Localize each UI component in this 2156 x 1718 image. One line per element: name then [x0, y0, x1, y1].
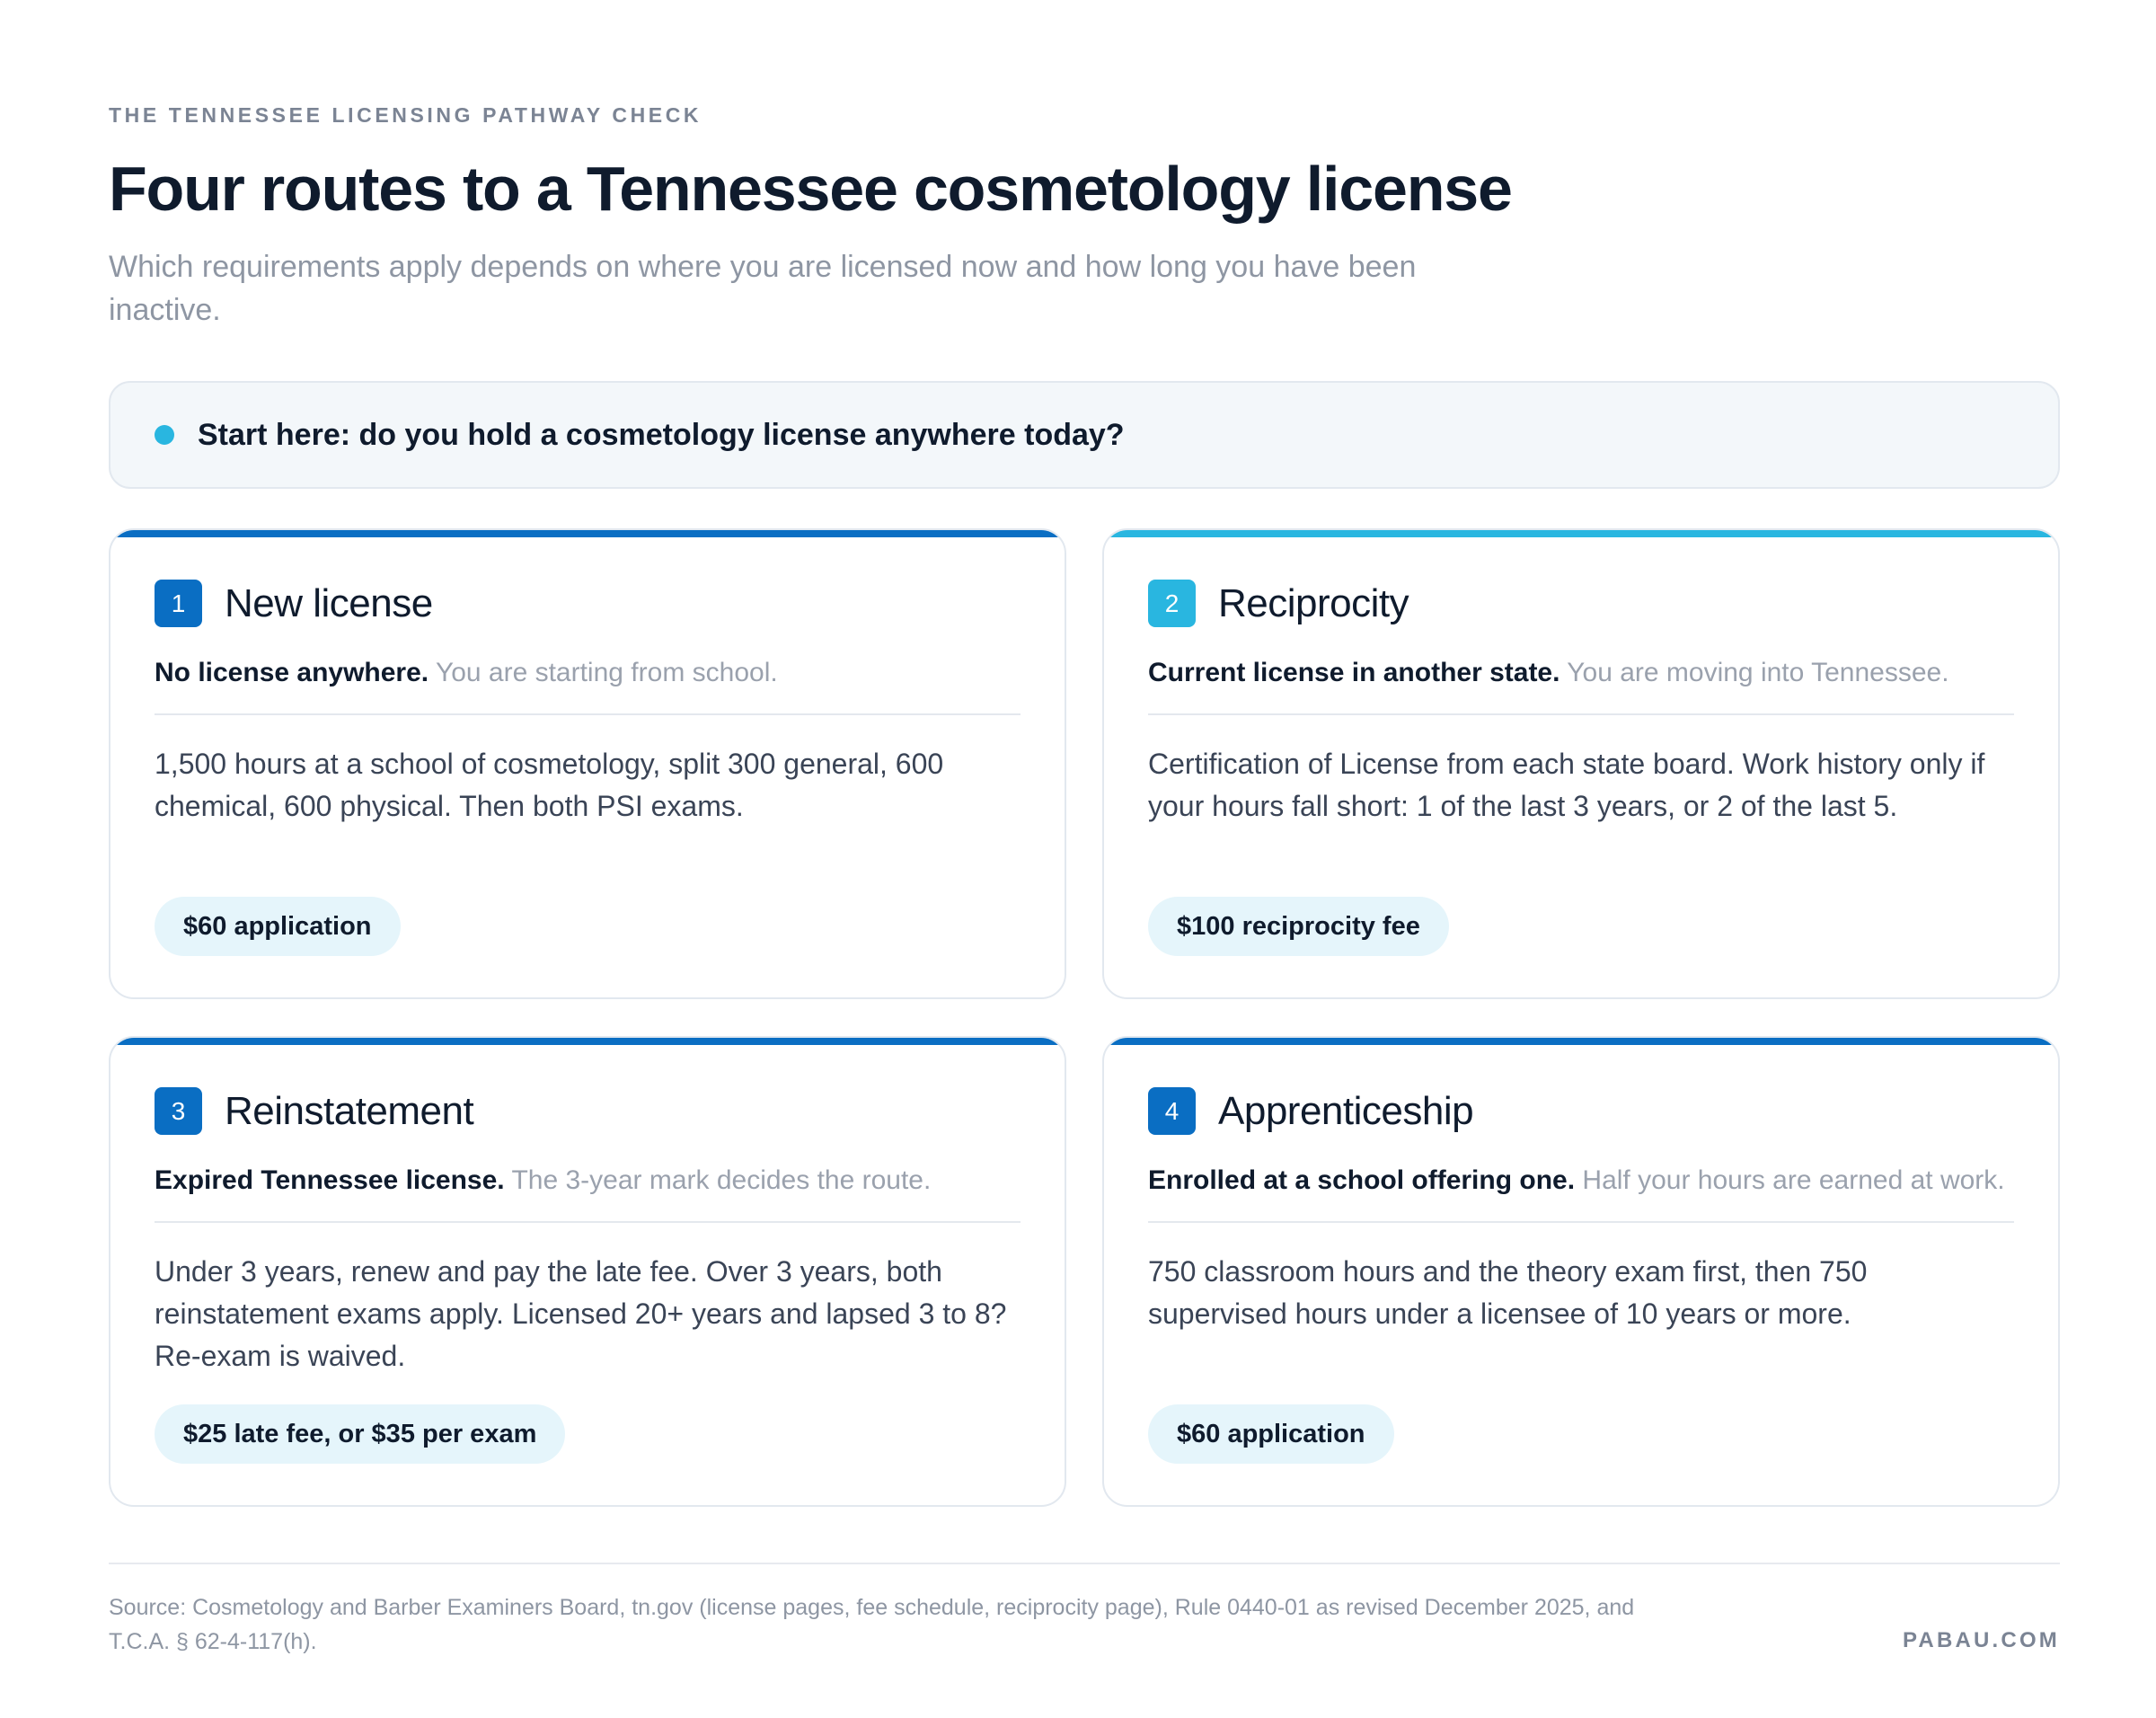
start-question-box — [109, 381, 2060, 489]
route-requirements: 750 classroom hours and the theory exam first, then 750 supervised hours under a licensee of 10 years or more. — [1148, 1255, 1868, 1330]
route-title: Reinstatement — [225, 1088, 474, 1133]
eligibility-condition: No license anywhere. — [155, 658, 429, 687]
source-note: Source: Cosmetology and Barber Examiners Board, tn.gov (license pages, fee schedule, reciprocity page), Rule 0440-01 as revised December 2025, and T.C.A. § 62-4-117(h). — [109, 1595, 1635, 1654]
route-eligibility — [1148, 1163, 2014, 1199]
eligibility-note: You are moving into Tennessee. — [1567, 658, 1949, 687]
route-title: Reciprocity — [1218, 580, 1409, 625]
fee-badge: $60 application — [1148, 1404, 1394, 1464]
bullet-dot-icon — [155, 425, 174, 445]
footer-divider — [109, 1563, 2060, 1564]
fee-badge: $60 application — [155, 897, 401, 956]
route-card-reinstatement — [109, 1036, 1066, 1507]
eligibility-note: You are starting from school. — [435, 658, 778, 687]
eligibility-condition: Enrolled at a school offering one. — [1148, 1165, 1576, 1195]
brand-wordmark: PABAU.COM — [1902, 1628, 2060, 1652]
card-header — [155, 1087, 473, 1135]
route-title: New license — [225, 580, 433, 625]
route-card-apprenticeship — [1102, 1036, 2060, 1507]
route-eligibility — [155, 1163, 1021, 1199]
route-card-reciprocity — [1102, 528, 2060, 999]
card-header — [155, 580, 433, 627]
eyebrow-label: THE TENNESSEE LICENSING PATHWAY CHECK — [109, 103, 702, 127]
page-subtitle: Which requirements apply depends on where you are licensed now and how long you have been inactive. — [109, 250, 1417, 327]
route-title: Apprenticeship — [1218, 1088, 1474, 1133]
eligibility-condition: Current license in another state. — [1148, 658, 1560, 687]
eligibility-note: Half your hours are earned at work. — [1582, 1165, 2005, 1195]
fee-badge: $25 late fee, or $35 per exam — [155, 1404, 565, 1464]
route-requirements: 1,500 hours at a school of cosmetology, split 300 general, 600 chemical, 600 physical. Then both PSI exams. — [155, 748, 944, 822]
eligibility-condition: Expired Tennessee license. — [155, 1165, 505, 1195]
route-number-badge: 3 — [155, 1087, 202, 1135]
route-number-badge: 1 — [155, 580, 202, 627]
fee-badge: $100 reciprocity fee — [1148, 897, 1449, 956]
card-header — [1148, 580, 1409, 627]
card-divider — [1148, 1221, 2014, 1223]
card-divider — [155, 1221, 1021, 1223]
route-requirements: Certification of License from each state board. Work history only if your hours fall short: 1 of the last 3 years, or 2 of the last 5. — [1148, 748, 1985, 822]
start-question: Start here: do you hold a cosmetology license anywhere today? — [198, 417, 1125, 452]
route-requirements: Under 3 years, renew and pay the late fee. Over 3 years, both reinstatement exams apply. Licensed 20+ years and lapsed 3 to 8? Re-exam is waived. — [155, 1255, 1007, 1372]
eligibility-note: The 3-year mark decides the route. — [511, 1165, 932, 1195]
card-divider — [1148, 713, 2014, 715]
card-divider — [155, 713, 1021, 715]
route-card-new-license — [109, 528, 1066, 999]
route-eligibility — [1148, 655, 2014, 691]
route-eligibility — [155, 655, 1021, 691]
page-title: Four routes to a Tennessee cosmetology license — [109, 154, 1512, 224]
route-number-badge: 2 — [1148, 580, 1196, 627]
card-header — [1148, 1087, 1473, 1135]
route-number-badge: 4 — [1148, 1087, 1196, 1135]
